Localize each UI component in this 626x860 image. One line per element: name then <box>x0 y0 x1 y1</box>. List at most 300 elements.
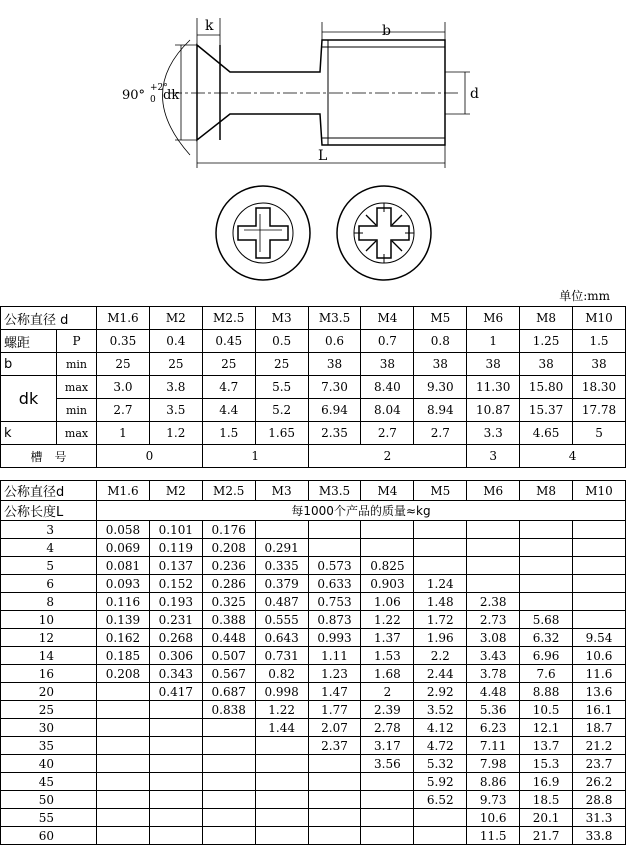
table-row <box>1 539 626 557</box>
pitch-cell: 0.5 <box>255 330 308 353</box>
mass-cell: 1.37 <box>361 629 414 647</box>
mass-cell: 0.903 <box>361 575 414 593</box>
table-row <box>1 683 626 701</box>
dim-angle: 90° <box>122 88 146 103</box>
mass-cell: 3.43 <box>467 647 520 665</box>
mass-cell: 21.2 <box>573 737 626 755</box>
mass-cell: 4.12 <box>414 719 467 737</box>
mass-cell: 10.6 <box>467 809 520 827</box>
table-row <box>1 629 626 647</box>
dk-max-row <box>1 376 626 399</box>
slot-cell: 0 <box>97 445 203 468</box>
b-cell: 38 <box>414 353 467 376</box>
mass-cell: 1.11 <box>308 647 361 665</box>
pitch-row <box>1 330 626 353</box>
mass-cell: 4.48 <box>467 683 520 701</box>
mass-cell: 2 <box>361 683 414 701</box>
mass-cell <box>520 575 573 593</box>
pitch-symbol: P <box>57 330 97 353</box>
mass-cell: 15.3 <box>520 755 573 773</box>
screw-drawing <box>0 0 626 290</box>
length-cell: 25 <box>1 701 97 719</box>
dim-L: L <box>318 148 328 164</box>
mass-cell: 0.231 <box>149 611 202 629</box>
mass-cell: 2.92 <box>414 683 467 701</box>
k-cell: 2.7 <box>361 422 414 445</box>
mass-cell: 31.3 <box>573 809 626 827</box>
mass-cell: 0.162 <box>97 629 150 647</box>
dk-min-cell: 4.4 <box>202 399 255 422</box>
dk-min-cell: 3.5 <box>149 399 202 422</box>
mass-cell: 0.208 <box>97 665 150 683</box>
mass-cell <box>255 737 308 755</box>
mass-cell: 0.119 <box>149 539 202 557</box>
mass-cell: 2.73 <box>467 611 520 629</box>
dk-min-cell: 15.37 <box>520 399 573 422</box>
mass-cell: 2.2 <box>414 647 467 665</box>
mass-cell: 28.8 <box>573 791 626 809</box>
mass-table <box>0 480 626 845</box>
mass-cell <box>308 827 361 845</box>
length-cell: 45 <box>1 773 97 791</box>
mass-cell: 0.825 <box>361 557 414 575</box>
length-cell: 4 <box>1 539 97 557</box>
screw-outline <box>197 40 445 145</box>
table-row <box>1 791 626 809</box>
b-sub: min <box>57 353 97 376</box>
mass-size-cell: M2 <box>149 481 202 501</box>
b-cell: 38 <box>573 353 626 376</box>
mass-cell <box>520 521 573 539</box>
dim-b: b <box>382 23 391 39</box>
length-cell: 30 <box>1 719 97 737</box>
mass-cell: 13.7 <box>520 737 573 755</box>
k-cell: 2.7 <box>414 422 467 445</box>
mass-caption: 每1000个产品的质量≈kg <box>97 501 626 521</box>
k-cell: 2.35 <box>308 422 361 445</box>
mass-cell: 1.96 <box>414 629 467 647</box>
mass-cell <box>202 737 255 755</box>
b-row <box>1 353 626 376</box>
mass-cell: 0.838 <box>202 701 255 719</box>
dk-max-label: max <box>57 376 97 399</box>
mass-cell: 0.176 <box>202 521 255 539</box>
dk-min-row <box>1 399 626 422</box>
mass-cell <box>97 809 150 827</box>
slot-row <box>1 445 626 468</box>
size-cell: M2 <box>149 307 202 330</box>
mass-cell: 0.873 <box>308 611 361 629</box>
pitch-cell: 1.25 <box>520 330 573 353</box>
mass-cell: 6.52 <box>414 791 467 809</box>
mass-cell <box>414 539 467 557</box>
size-cell: M2.5 <box>202 307 255 330</box>
mass-cell: 1.77 <box>308 701 361 719</box>
mass-cell: 7.6 <box>520 665 573 683</box>
k-cell: 1.65 <box>255 422 308 445</box>
mass-cell: 1.53 <box>361 647 414 665</box>
mass-cell: 2.37 <box>308 737 361 755</box>
dk-max-cell: 15.80 <box>520 376 573 399</box>
mass-cell: 1.47 <box>308 683 361 701</box>
mass-cell: 12.1 <box>520 719 573 737</box>
mass-size-cell: M5 <box>414 481 467 501</box>
mass-cell <box>97 683 150 701</box>
mass-cell: 6.32 <box>520 629 573 647</box>
b-cell: 38 <box>467 353 520 376</box>
table-row <box>1 809 626 827</box>
length-cell: 8 <box>1 593 97 611</box>
mass-cell: 0.993 <box>308 629 361 647</box>
pitch-cell: 0.45 <box>202 330 255 353</box>
pitch-label: 螺距 <box>1 330 57 353</box>
size-cell: M3.5 <box>308 307 361 330</box>
dk-symbol: dk <box>1 376 57 422</box>
table-row <box>1 557 626 575</box>
mass-cell: 1.72 <box>414 611 467 629</box>
table-row <box>1 755 626 773</box>
mass-cell <box>202 773 255 791</box>
dk-min-label: min <box>57 399 97 422</box>
screw-drawing-svg <box>0 0 626 290</box>
pitch-cell: 0.6 <box>308 330 361 353</box>
mass-cell <box>520 557 573 575</box>
mass-cell: 16.9 <box>520 773 573 791</box>
length-cell: 16 <box>1 665 97 683</box>
mass-cell: 16.1 <box>573 701 626 719</box>
mass-cell <box>308 791 361 809</box>
dk-max-cell: 3.0 <box>97 376 150 399</box>
mass-cell <box>149 791 202 809</box>
table-row <box>1 647 626 665</box>
dk-min-cell: 10.87 <box>467 399 520 422</box>
mass-cell <box>520 593 573 611</box>
mass-cell: 0.236 <box>202 557 255 575</box>
k-cell: 4.65 <box>520 422 573 445</box>
unit-label: 单位:mm <box>559 289 610 303</box>
length-cell: 14 <box>1 647 97 665</box>
mass-cell: 0.379 <box>255 575 308 593</box>
pitch-cell: 0.4 <box>149 330 202 353</box>
length-cell: 55 <box>1 809 97 827</box>
dim-dk: dk <box>163 88 180 103</box>
dim-angle-tol-plus: +2° <box>150 83 168 93</box>
mass-cell <box>414 521 467 539</box>
size-cell: M10 <box>573 307 626 330</box>
table-row <box>1 611 626 629</box>
mass-cell: 0.731 <box>255 647 308 665</box>
mass-caption-row <box>1 501 626 521</box>
table-row <box>1 521 626 539</box>
length-cell: 40 <box>1 755 97 773</box>
k-cell: 3.3 <box>467 422 520 445</box>
mass-cell <box>573 539 626 557</box>
size-cell: M3 <box>255 307 308 330</box>
mass-cell: 2.39 <box>361 701 414 719</box>
dk-max-cell: 3.8 <box>149 376 202 399</box>
mass-cell: 0.343 <box>149 665 202 683</box>
size-cell: M5 <box>414 307 467 330</box>
k-cell: 1 <box>97 422 150 445</box>
mass-cell: 0.152 <box>149 575 202 593</box>
mass-cell <box>308 521 361 539</box>
mass-cell: 5.32 <box>414 755 467 773</box>
table-row <box>1 827 626 845</box>
mass-cell: 10.6 <box>573 647 626 665</box>
mass-cell <box>202 809 255 827</box>
spec-table <box>0 306 626 468</box>
b-cell: 38 <box>520 353 573 376</box>
mass-cell <box>361 809 414 827</box>
mass-cell <box>149 773 202 791</box>
mass-cell <box>149 701 202 719</box>
mass-cell <box>361 521 414 539</box>
length-cell: 50 <box>1 791 97 809</box>
mass-size-header: 公称直径d <box>1 481 97 501</box>
mass-cell: 3.56 <box>361 755 414 773</box>
phillips-head-icon <box>216 186 310 280</box>
mass-cell: 0.998 <box>255 683 308 701</box>
mass-cell: 2.07 <box>308 719 361 737</box>
mass-cell: 0.058 <box>97 521 150 539</box>
mass-cell <box>202 827 255 845</box>
dk-min-cell: 8.04 <box>361 399 414 422</box>
mass-cell <box>361 539 414 557</box>
size-cell: M1.6 <box>97 307 150 330</box>
mass-cell <box>467 557 520 575</box>
table-row <box>1 701 626 719</box>
pitch-cell: 1 <box>467 330 520 353</box>
length-cell: 60 <box>1 827 97 845</box>
slot-cell: 2 <box>308 445 467 468</box>
mass-cell <box>149 719 202 737</box>
mass-cell: 0.325 <box>202 593 255 611</box>
mass-cell: 1.68 <box>361 665 414 683</box>
mass-cell: 20.1 <box>520 809 573 827</box>
mass-cell <box>255 521 308 539</box>
k-cell: 5 <box>573 422 626 445</box>
pitch-cell: 0.8 <box>414 330 467 353</box>
mass-cell: 0.753 <box>308 593 361 611</box>
mass-cell <box>97 755 150 773</box>
mass-cell: 3.52 <box>414 701 467 719</box>
mass-cell: 2.78 <box>361 719 414 737</box>
mass-cell <box>255 791 308 809</box>
mass-cell <box>308 773 361 791</box>
mass-cell: 1.44 <box>255 719 308 737</box>
dk-max-cell: 11.30 <box>467 376 520 399</box>
table-row <box>1 773 626 791</box>
dim-angle-tol-zero: 0 <box>150 95 156 105</box>
mass-cell: 4.72 <box>414 737 467 755</box>
dk-max-cell: 8.40 <box>361 376 414 399</box>
mass-cell <box>520 539 573 557</box>
slot-cell: 1 <box>202 445 308 468</box>
mass-cell <box>361 791 414 809</box>
b-cell: 25 <box>255 353 308 376</box>
mass-cell <box>361 773 414 791</box>
length-cell: 5 <box>1 557 97 575</box>
mass-cell: 9.73 <box>467 791 520 809</box>
mass-cell <box>361 827 414 845</box>
mass-cell <box>255 773 308 791</box>
mass-cell: 2.44 <box>414 665 467 683</box>
mass-size-cell: M10 <box>573 481 626 501</box>
mass-size-cell: M8 <box>520 481 573 501</box>
mass-cell <box>414 827 467 845</box>
mass-cell <box>308 539 361 557</box>
length-cell: 6 <box>1 575 97 593</box>
k-cell: 1.5 <box>202 422 255 445</box>
size-cell: M8 <box>520 307 573 330</box>
mass-cell: 3.17 <box>361 737 414 755</box>
mass-cell: 0.507 <box>202 647 255 665</box>
dk-min-cell: 8.94 <box>414 399 467 422</box>
b-symbol: b <box>1 353 57 376</box>
mass-cell: 6.96 <box>520 647 573 665</box>
mass-cell: 21.7 <box>520 827 573 845</box>
k-sub: max <box>57 422 97 445</box>
mass-cell <box>255 755 308 773</box>
k-symbol: k <box>1 422 57 445</box>
mass-cell <box>149 827 202 845</box>
mass-cell: 0.487 <box>255 593 308 611</box>
mass-cell: 0.139 <box>97 611 150 629</box>
mass-cell: 0.573 <box>308 557 361 575</box>
mass-size-cell: M2.5 <box>202 481 255 501</box>
table-row <box>1 593 626 611</box>
mass-cell <box>202 719 255 737</box>
mass-cell <box>97 719 150 737</box>
mass-cell: 3.78 <box>467 665 520 683</box>
mass-cell: 0.208 <box>202 539 255 557</box>
mass-cell: 10.5 <box>520 701 573 719</box>
mass-cell: 8.86 <box>467 773 520 791</box>
mass-cell: 3.08 <box>467 629 520 647</box>
length-cell: 3 <box>1 521 97 539</box>
mass-cell: 2.38 <box>467 593 520 611</box>
mass-size-cell: M1.6 <box>97 481 150 501</box>
pozidriv-head-icon <box>337 186 431 280</box>
mass-size-cell: M3 <box>255 481 308 501</box>
dk-max-cell: 5.5 <box>255 376 308 399</box>
table-row <box>1 575 626 593</box>
mass-cell <box>467 521 520 539</box>
mass-cell: 7.11 <box>467 737 520 755</box>
mass-cell <box>573 557 626 575</box>
k-cell: 1.2 <box>149 422 202 445</box>
mass-cell <box>97 791 150 809</box>
mass-cell: 0.137 <box>149 557 202 575</box>
dim-d: d <box>470 86 479 102</box>
mass-cell <box>97 827 150 845</box>
mass-size-cell: M4 <box>361 481 414 501</box>
mass-cell <box>97 773 150 791</box>
mass-cell: 1.24 <box>414 575 467 593</box>
mass-cell <box>202 755 255 773</box>
mass-header-row <box>1 481 626 501</box>
length-cell: 12 <box>1 629 97 647</box>
mass-cell <box>149 809 202 827</box>
b-cell: 25 <box>97 353 150 376</box>
mass-cell: 1.48 <box>414 593 467 611</box>
mass-cell: 0.268 <box>149 629 202 647</box>
mass-cell: 0.185 <box>97 647 150 665</box>
mass-cell: 1.23 <box>308 665 361 683</box>
mass-cell: 33.8 <box>573 827 626 845</box>
mass-cell: 9.54 <box>573 629 626 647</box>
mass-cell <box>414 557 467 575</box>
mass-cell <box>97 701 150 719</box>
mass-cell: 11.6 <box>573 665 626 683</box>
mass-cell <box>414 809 467 827</box>
mass-cell: 0.687 <box>202 683 255 701</box>
mass-cell <box>308 755 361 773</box>
mass-cell <box>149 755 202 773</box>
mass-cell: 11.5 <box>467 827 520 845</box>
mass-cell <box>467 575 520 593</box>
length-cell: 10 <box>1 611 97 629</box>
mass-size-cell: M6 <box>467 481 520 501</box>
b-cell: 38 <box>361 353 414 376</box>
mass-cell: 5.92 <box>414 773 467 791</box>
dk-min-cell: 2.7 <box>97 399 150 422</box>
dk-max-cell: 18.30 <box>573 376 626 399</box>
length-cell: 35 <box>1 737 97 755</box>
length-cell: 20 <box>1 683 97 701</box>
mass-cell <box>573 593 626 611</box>
mass-cell: 7.98 <box>467 755 520 773</box>
b-cell: 38 <box>308 353 361 376</box>
size-cell: M4 <box>361 307 414 330</box>
mass-cell: 8.88 <box>520 683 573 701</box>
mass-cell: 0.417 <box>149 683 202 701</box>
pitch-cell: 1.5 <box>573 330 626 353</box>
dk-min-cell: 6.94 <box>308 399 361 422</box>
dk-min-cell: 17.78 <box>573 399 626 422</box>
mass-cell <box>202 791 255 809</box>
mass-cell: 0.448 <box>202 629 255 647</box>
mass-cell: 0.116 <box>97 593 150 611</box>
mass-cell <box>467 539 520 557</box>
mass-cell: 0.101 <box>149 521 202 539</box>
b-cell: 25 <box>149 353 202 376</box>
slot-cell: 4 <box>520 445 626 468</box>
spec-header-row <box>1 307 626 330</box>
mass-cell: 0.306 <box>149 647 202 665</box>
mass-length-header: 公称长度L <box>1 501 97 521</box>
mass-cell <box>97 737 150 755</box>
mass-cell: 0.193 <box>149 593 202 611</box>
k-row <box>1 422 626 445</box>
slot-label: 槽 号 <box>1 445 97 468</box>
pitch-cell: 0.35 <box>97 330 150 353</box>
mass-cell <box>255 809 308 827</box>
mass-cell: 18.7 <box>573 719 626 737</box>
mass-cell: 0.643 <box>255 629 308 647</box>
table-row <box>1 737 626 755</box>
mass-cell <box>255 827 308 845</box>
mass-cell: 1.22 <box>361 611 414 629</box>
mass-cell: 1.22 <box>255 701 308 719</box>
mass-cell: 1.06 <box>361 593 414 611</box>
mass-cell: 0.555 <box>255 611 308 629</box>
mass-cell <box>573 521 626 539</box>
mass-cell: 5.36 <box>467 701 520 719</box>
mass-cell: 13.6 <box>573 683 626 701</box>
mass-cell: 18.5 <box>520 791 573 809</box>
mass-cell: 0.069 <box>97 539 150 557</box>
